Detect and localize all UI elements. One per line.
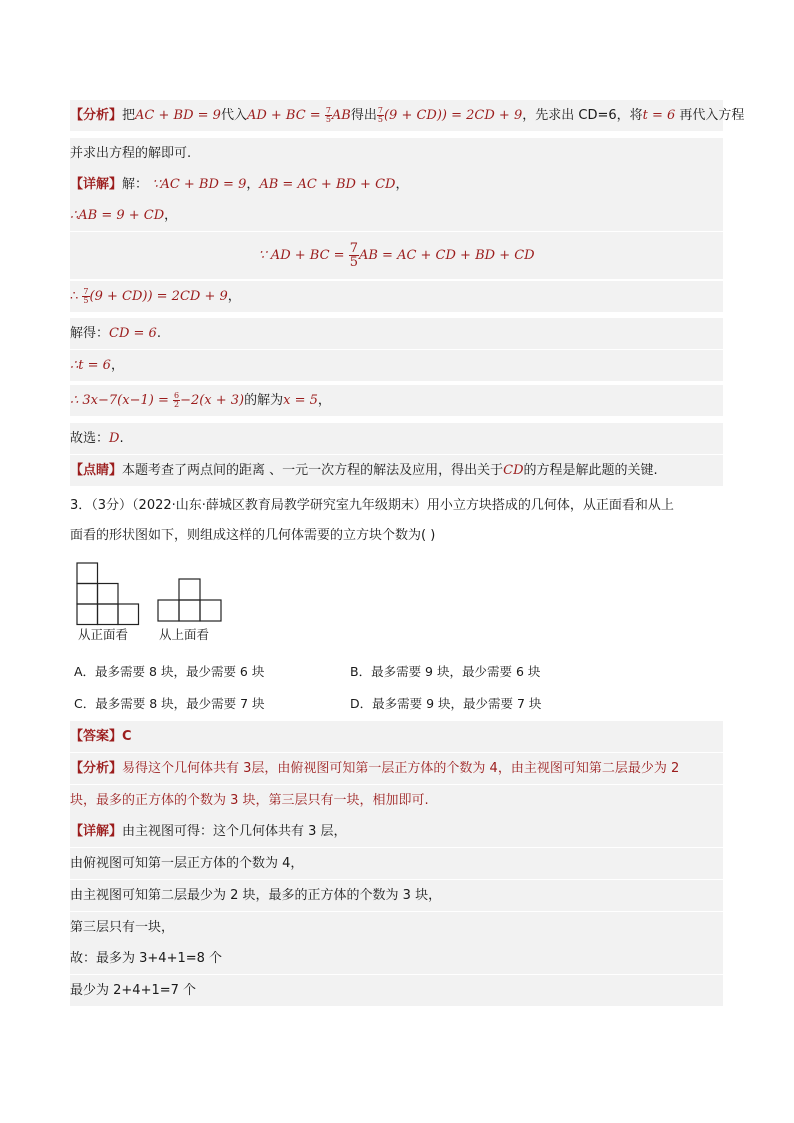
equation: ∴AB = 9 + CD (70, 208, 165, 223)
answer-detail-tag: 【详解】 (70, 824, 123, 839)
question-3-line-1: 3．（3分）（2022·山东·薛城区教育局教学研究室九年级期末）用小立方块搭成的几何体，从正面看和从上 (70, 498, 674, 513)
top-cube-upper (179, 579, 200, 600)
fraction: $\frac{7}{5}$ (349, 241, 358, 270)
detail-line-1: 【详解】解： ∵AC + BD = 9，AB = AC + BD + CD， (70, 169, 723, 200)
comment-line: 【点睛】本题考查了两点间的距离 、一元一次方程的解法及应用，得出关于CD的方程是解此题的关键. (70, 455, 723, 486)
top-cube-lower-1 (158, 600, 179, 621)
detail-line-2: ∴AB = 9 + CD， (70, 200, 723, 231)
option-c[interactable]: C．最多需要 8 块，最少需要 7 块 (74, 696, 265, 711)
analysis-text: 代入 (220, 108, 247, 123)
equation: (9 + CD)) = 2CD + 9 (383, 108, 523, 123)
answer-detail-line-3: 由主视图可知第二层最少为 2 块，最多的正方体的个数为 3 块， (70, 880, 723, 911)
front-view-caption: 从正面看 (78, 627, 129, 642)
equation: AD + BC = (246, 108, 325, 123)
answer-analysis-line-2: 块，最多的正方体的个数为 3 块，第三层只有一块，相加即可. (70, 785, 723, 816)
front-cube-mid-left (77, 584, 98, 605)
detail-tag: 【详解】 (70, 177, 123, 192)
detail-line-4: ∴ $\frac{7}{5}$ (9 + CD)) = 2CD + 9， (70, 281, 723, 312)
detail-line-5: 解得：CD = 6. (70, 318, 723, 349)
comment-tag: 【点睛】 (70, 463, 123, 478)
top-cube-lower-3 (200, 600, 221, 621)
analysis-line-2: 并求出方程的解即可. (70, 138, 723, 169)
equation: −2(x + 3) (180, 393, 245, 408)
fraction: $\frac{7}{5}$ (325, 106, 331, 124)
equation: ∴ 3x−7(x−1) = (70, 393, 173, 408)
option-d[interactable]: D．最多需要 9 块，最少需要 7 块 (350, 696, 542, 711)
answer-line (70, 721, 723, 752)
detail-line-3 (70, 232, 723, 279)
fraction: $\frac{6}{2}$ (173, 391, 180, 409)
analysis-line-1 (70, 100, 745, 131)
option-b[interactable]: B．最多需要 9 块，最少需要 6 块 (350, 664, 541, 679)
equation: ∴t = 6 (70, 358, 111, 373)
fraction: $\frac{7}{5}$ (83, 287, 89, 305)
equation: ∵ AD + BC = (258, 248, 349, 263)
front-cube-bottom-2 (98, 604, 119, 625)
answer-detail-line-4: 第三层只有一块， (70, 912, 723, 943)
equation: (9 + CD)) = 2CD + 9 (89, 289, 228, 304)
detail-line-8: 故选：D. (70, 423, 723, 454)
equation: CD (503, 463, 524, 478)
top-view-caption: 从上面看 (159, 627, 210, 642)
front-cube-bottom-1 (77, 604, 98, 625)
answer-detail-line-2: 由俯视图可知第一层正方体的个数为 4， (70, 848, 723, 879)
analysis-text: 把 (122, 108, 136, 123)
answer-tag: 【答案】 (70, 729, 123, 744)
equation: t = 6 (642, 108, 676, 123)
front-cube-top (77, 563, 98, 584)
answer-detail-line-5: 故：最多为 3+4+1=8 个 (70, 943, 723, 974)
option-a[interactable]: A．最多需要 8 块，最少需要 6 块 (74, 664, 265, 679)
answer-analysis-tag: 【分析】 (70, 761, 123, 776)
front-view-figure (76, 562, 140, 628)
top-view-figure (157, 578, 225, 624)
equation: CD = 6 (109, 326, 157, 341)
analysis-text: 得出 (350, 108, 377, 123)
fraction: $\frac{7}{5}$ (377, 106, 383, 124)
equation: AC + BD = 9 (135, 108, 221, 123)
front-cube-bottom-3 (118, 604, 139, 625)
equation: AB = AC + BD + CD (259, 177, 396, 192)
equation: ∵AC + BD = 9 (152, 177, 247, 192)
answer-analysis-line-1: 【分析】易得这个几何体共有 3层，由俯视图可知第一层正方体的个数为 4，由主视图可知第二层最少为 2 (70, 753, 723, 784)
answer-detail-line-1: 【详解】由主视图可得：这个几何体共有 3 层， (70, 816, 723, 847)
detail-line-6: ∴t = 6， (70, 350, 723, 381)
answer-value: C (122, 729, 132, 744)
equation: AB (331, 108, 351, 123)
question-3-line-2: 面看的形状图如下，则组成这样的几何体需要的立方块个数为( ) (70, 528, 436, 543)
analysis-text: 再代入方程 (675, 108, 745, 123)
equation: D (109, 431, 120, 446)
detail-line-7: ∴ 3x−7(x−1) = $\frac{6}{2}$ −2(x + 3)的解为x = 5， (70, 385, 723, 416)
front-cube-mid-right (98, 584, 119, 605)
answer-detail-line-6: 最少为 2+4+1=7 个 (70, 975, 723, 1006)
equation: x = 5 (283, 393, 318, 408)
equation: AB = AC + CD + BD + CD (358, 248, 535, 263)
analysis-tag: 【分析】 (70, 108, 123, 123)
analysis-text: ，先求出 CD=6，将 (522, 108, 643, 123)
top-cube-lower-2 (179, 600, 200, 621)
